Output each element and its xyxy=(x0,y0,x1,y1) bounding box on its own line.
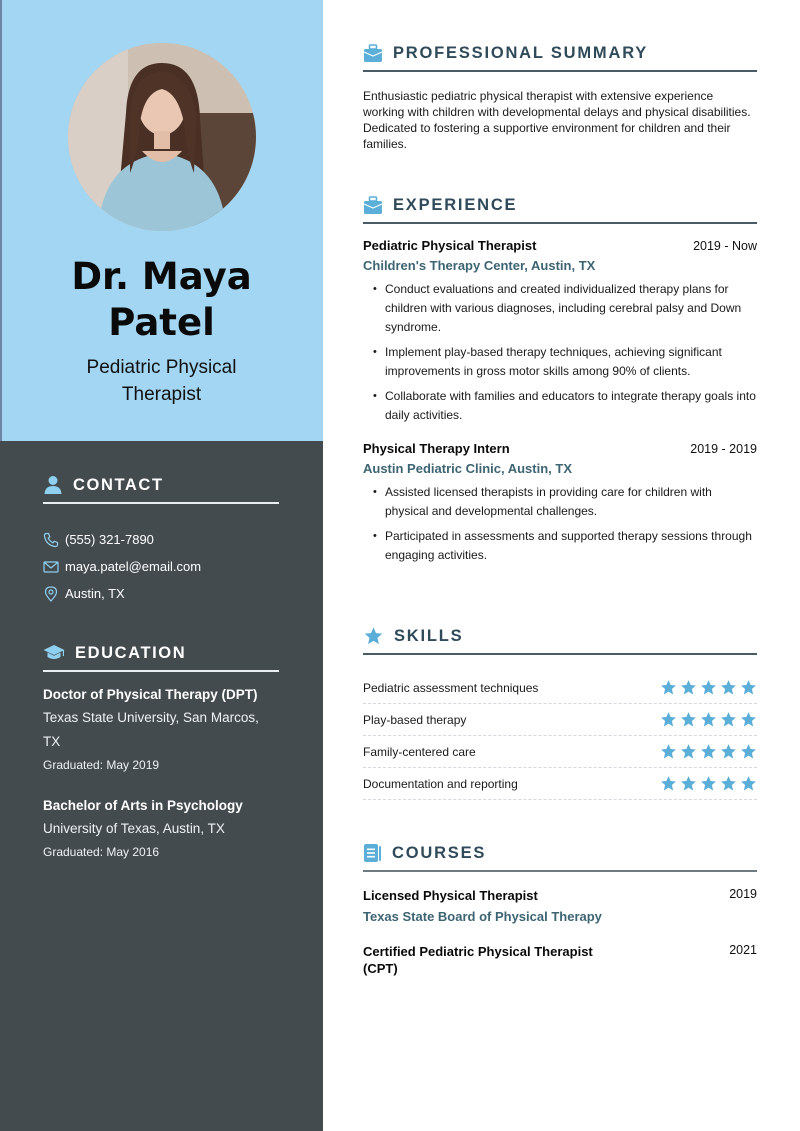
phone-icon xyxy=(43,532,59,548)
education-section xyxy=(43,638,279,863)
mail-icon xyxy=(43,559,59,575)
education-heading-label: EDUCATION xyxy=(75,643,187,662)
profile-photo-image xyxy=(68,43,256,231)
location-text: Austin, TX xyxy=(65,586,125,601)
rating-star-icon xyxy=(720,679,737,696)
summary-text: Enthusiastic pediatric physical therapist with extensive experience working with children with developmental delays and physical disabilities. Dedicated to fostering a supportive environment for children and their families. xyxy=(363,89,751,151)
rating-star-icon xyxy=(740,711,757,728)
document-icon xyxy=(363,843,382,863)
skills-list xyxy=(363,672,757,800)
job-bullets xyxy=(363,483,757,565)
skill-rating xyxy=(660,775,757,792)
job-dates: 2019 - Now xyxy=(693,239,757,253)
skills-heading-label: SKILLS xyxy=(394,626,464,645)
job-title: Pediatric Physical Therapist xyxy=(363,238,537,253)
courses-section xyxy=(363,838,757,977)
candidate-name xyxy=(0,254,323,346)
course-entry xyxy=(363,887,757,924)
education-school: University of Texas, Austin, TX xyxy=(43,821,225,836)
skill-name: Family-centered care xyxy=(363,744,476,759)
skill-rating xyxy=(660,679,757,696)
experience-divider xyxy=(363,222,757,224)
rating-star-icon xyxy=(660,775,677,792)
name-line-2: Patel xyxy=(108,301,215,344)
rating-star-icon xyxy=(680,775,697,792)
rating-star-icon xyxy=(720,711,737,728)
education-degree: Bachelor of Arts in Psychology xyxy=(43,798,243,813)
experience-heading xyxy=(363,190,757,220)
rating-star-icon xyxy=(700,679,717,696)
rating-star-icon xyxy=(720,743,737,760)
education-graduated: Graduated: May 2019 xyxy=(43,758,160,772)
location-icon xyxy=(43,586,59,602)
contact-email[interactable] xyxy=(43,553,279,580)
user-icon xyxy=(43,475,63,495)
course-title: Licensed Physical Therapist xyxy=(363,888,538,903)
rating-star-icon xyxy=(660,679,677,696)
rating-star-icon xyxy=(680,743,697,760)
contact-divider xyxy=(43,502,279,504)
education-item xyxy=(43,795,279,863)
contact-phone[interactable] xyxy=(43,526,279,553)
course-year: 2019 xyxy=(729,887,757,901)
summary-heading xyxy=(363,38,757,68)
experience-section xyxy=(363,190,757,571)
education-school: Texas State University, San Marcos, TX xyxy=(43,710,259,749)
course-title: Certified Pediatric Physical Therapist (CPT) xyxy=(363,944,593,976)
rating-star-icon xyxy=(660,711,677,728)
courses-heading xyxy=(363,838,757,868)
job-title: Physical Therapy Intern xyxy=(363,441,510,456)
skill-rating xyxy=(660,711,757,728)
contact-heading-label: CONTACT xyxy=(73,475,164,494)
education-item xyxy=(43,684,279,776)
rating-star-icon xyxy=(740,679,757,696)
rating-star-icon xyxy=(700,775,717,792)
experience-heading-label: EXPERIENCE xyxy=(393,195,518,214)
courses-heading-label: COURSES xyxy=(392,843,487,862)
email-text: maya.patel@email.com xyxy=(65,559,202,574)
star-icon xyxy=(363,626,384,646)
profile-photo xyxy=(68,43,256,231)
rating-star-icon xyxy=(680,711,697,728)
title-line-2: Therapist xyxy=(121,384,202,405)
summary-section xyxy=(363,38,757,152)
contact-heading xyxy=(43,470,279,500)
course-year: 2021 xyxy=(729,943,757,957)
candidate-title xyxy=(0,354,323,408)
skill-row xyxy=(363,672,757,704)
rating-star-icon xyxy=(680,679,697,696)
rating-star-icon xyxy=(720,775,737,792)
job-entry xyxy=(363,238,757,425)
skill-name: Documentation and reporting xyxy=(363,776,518,791)
briefcase-icon xyxy=(363,44,383,63)
skill-row xyxy=(363,704,757,736)
education-divider xyxy=(43,670,279,672)
job-bullets xyxy=(363,280,757,425)
job-dates: 2019 - 2019 xyxy=(690,442,757,456)
skills-heading xyxy=(363,621,757,651)
skill-row xyxy=(363,736,757,768)
education-graduated: Graduated: May 2016 xyxy=(43,845,160,859)
job-bullet: • Collaborate with families and educators to integrate therapy goals into daily activities. xyxy=(373,387,757,425)
rating-star-icon xyxy=(660,743,677,760)
job-bullet: • Participated in assessments and supported therapy sessions through engaging activities. xyxy=(373,527,757,565)
summary-divider xyxy=(363,70,757,72)
job-bullet: • Implement play-based therapy techniques, achieving significant improvements in gross motor skills among 90% of clients. xyxy=(373,343,757,381)
job-organization: Austin Pediatric Clinic, Austin, TX xyxy=(363,461,572,476)
education-heading xyxy=(43,638,279,668)
briefcase-icon xyxy=(363,196,383,215)
skills-divider xyxy=(363,653,757,655)
skills-section xyxy=(363,621,757,800)
title-line-1: Pediatric Physical xyxy=(86,357,237,378)
job-organization: Children's Therapy Center, Austin, TX xyxy=(363,258,596,273)
name-line-1: Dr. Maya xyxy=(71,255,252,298)
skill-name: Play-based therapy xyxy=(363,712,467,727)
contact-section xyxy=(43,470,279,607)
rating-star-icon xyxy=(740,775,757,792)
job-entry xyxy=(363,441,757,565)
job-bullet: • Conduct evaluations and created individualized therapy plans for children with various diagnoses, including cerebral palsy and Down syndrome. xyxy=(373,280,757,337)
courses-divider xyxy=(363,870,757,872)
rating-star-icon xyxy=(700,743,717,760)
rating-star-icon xyxy=(740,743,757,760)
skill-row xyxy=(363,768,757,800)
rating-star-icon xyxy=(700,711,717,728)
skill-name: Pediatric assessment techniques xyxy=(363,680,539,695)
phone-text: (555) 321-7890 xyxy=(65,532,154,547)
skill-rating xyxy=(660,743,757,760)
education-degree: Doctor of Physical Therapy (DPT) xyxy=(43,687,258,702)
course-entry xyxy=(363,943,757,977)
course-organization: Texas State Board of Physical Therapy xyxy=(363,909,602,924)
contact-location xyxy=(43,580,279,607)
summary-heading-label: PROFESSIONAL SUMMARY xyxy=(393,43,649,62)
graduation-cap-icon xyxy=(43,643,65,663)
job-bullet: • Assisted licensed therapists in providing care for children with physical and developmental challenges. xyxy=(373,483,757,521)
